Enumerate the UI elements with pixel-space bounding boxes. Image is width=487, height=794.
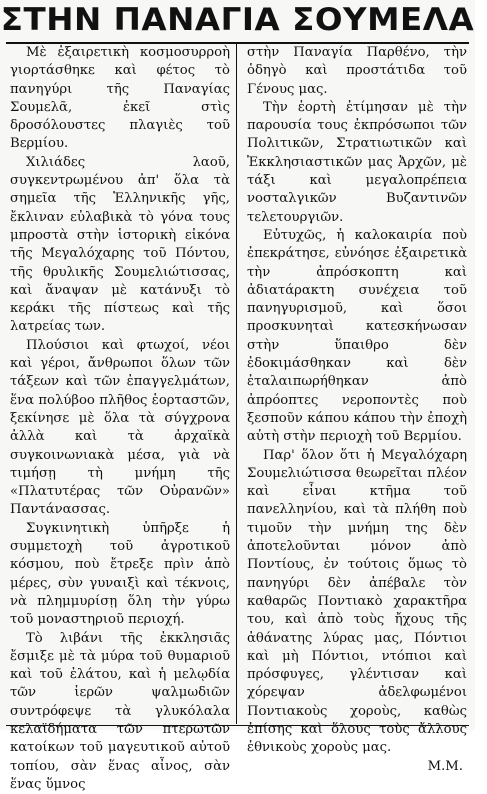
- right-column: [247, 44, 467, 724]
- left-column: [10, 44, 230, 724]
- paragraph: στὴν Παναγία Παρθένο, τὴν ὁδηγὸ καὶ προστάτιδα τοῦ Γένους μας.: [247, 44, 467, 99]
- paragraph: Εὐτυχῶς, ἡ καλοκαιρία ποὺ ἐπεκράτησε, εὐνόησε ἐξαιρετικὰ τὴν ἀπρόσκοπτη καὶ ἀδιατάρακτη συνέχεια τοῦ πανηγυρισμοῦ, καὶ ὅσοι προσκυνηταὶ κατεσκήνωσαν στὴν ὕπαιθρο δὲν ἐδοκιμάσθηκαν καὶ δὲν ἐταλαιπωρήθηκαν ἀπὸ ἀπρόοπτες νεροποντὲς ποὺ ξεσποῦν κάπου κάπου τὴν ἐποχὴ αὐτὴ στὴν περιοχὴ τοῦ Βερμίου.: [247, 227, 467, 447]
- paragraph: Παρ' ὅλον ὅτι ἡ Μεγαλόχαρη Σουμελιώτισσα θεωρεῖται πλέον καὶ εἶναι κτῆμα τοῦ πανελληνίου, καὶ τὰ πλήθη ποὺ τιμοῦν τὴν μνήμη της δὲν ἀποτελοῦνται μόνον ἀπὸ Ποντίους, ἐν τούτοις ὅμως τὸ πανηγύρι δὲν ἀπέβαλε τὸν καθαρῶς Ποντιακὸ χαρακτῆρα του, καὶ ἀπὸ τοὺς ἤχους τῆς ἀθάνατης λύρας μας, Πόντιοι καὶ μὴ Πόντιοι, ντόπιοι καὶ πρόσφυγες, γλέντισαν καὶ χόρεψαν ἀδελφωμένοι Ποντιακοὺς χοροὺς, καθὼς ἐπίσης καὶ ὅλους τοὺς ἄλλους ἐθνικοὺς χοροὺς μας.: [247, 447, 467, 758]
- column-divider: [236, 44, 237, 724]
- author-signature: Μ.Μ.: [247, 758, 467, 776]
- paragraph: Μὲ ἐξαιρετικὴ κοσμοσυρροὴ γιορτάσθηκε καὶ φέτος τὸ πανηγύρι τῆς Παναγίας Σουμελᾶ, ἐκεῖ στὶς δροσόλουστες πλαγιὲς τοῦ Βερμίου.: [10, 44, 230, 154]
- paragraph: Τὸ λιβάνι τῆς ἐκκλησιᾶς ἔσμιξε μὲ τὰ μύρα τοῦ θυμαριοῦ καὶ τοῦ ἐλάτου, καὶ ἡ μελῳδία τῶν ἱερῶν ψαλμωδιῶν συντρόφεψε τὰ γλυκόλαλα κελαϊδήματα τῶν πτερωτῶν κατοίκων τοῦ μαγευτικοῦ αὐτοῦ τοπίου, σὰν ἕνας αἶνος, σὰν ἕνας ὕμνος: [10, 630, 230, 794]
- paragraph: Συγκινητικὴ ὑπῆρξε ἡ συμμετοχὴ τοῦ ἀγροτικοῦ κόσμου, ποὺ ἔτρεξε πρὶν ἀπὸ μέρες, σὺν γυναιξὶ καὶ τέκνοις, νὰ πλημμυρίσῃ ὅλη τὴν γύρω τοῦ μοναστηριοῦ περιοχή.: [10, 520, 230, 630]
- paragraph: Τὴν ἑορτὴ ἐτίμησαν μὲ τὴν παρουσία τους ἐκπρόσωποι τῶν Πολιτικῶν, Στρατιωτικῶν καὶ Ἐκκλησιαστικῶν μας Ἀρχῶν, μὲ τάξι καὶ μεγαλοπρέπεια νοσταλγικῶν Βυζαντινῶν τελετουργιῶν.: [247, 99, 467, 227]
- paragraph: Χιλιάδες λαοῦ, συγκεντρωμένου ἀπ' ὅλα τὰ σημεῖα τῆς Ἑλληνικῆς γῆς, ἔκλιναν εὐλαβικὰ τὸ γόνα τους μπροστὰ στὴν ἱστορικὴ εἰκόνα τῆς Μεγαλόχαρης τοῦ Πόντου, τῆς θρυλικῆς Σουμελιώτισσας, καὶ ἄναψαν μὲ κατάνυξι τὸ κεράκι τῆς πίστεως καὶ τῆς λατρείας των.: [10, 154, 230, 337]
- headline: ΣΤΗΝ ΠΑΝΑΓΙΑ ΣΟΥΜΕΛΑ: [0, 0, 487, 40]
- paragraph: Πλούσιοι καὶ φτωχοί, νέοι καὶ γέροι, ἄνθρωποι ὅλων τῶν τάξεων καὶ τῶν ἐπαγγελμάτων, ἕνα πολύβοο πλῆθος ἑορταστῶν, ξεκίνησε μὲ ὅλα τὰ σύγχρονα ἀλλὰ καὶ τὰ ἀρχαϊκὰ συγκοινωνιακὰ μέσα, γιὰ νὰ τιμήσῃ τὴ μνήμη τῆς «Πλατυτέρας τῶν Οὐρανῶν» Παντάνασσας.: [10, 337, 230, 520]
- bottom-rule: [6, 725, 469, 726]
